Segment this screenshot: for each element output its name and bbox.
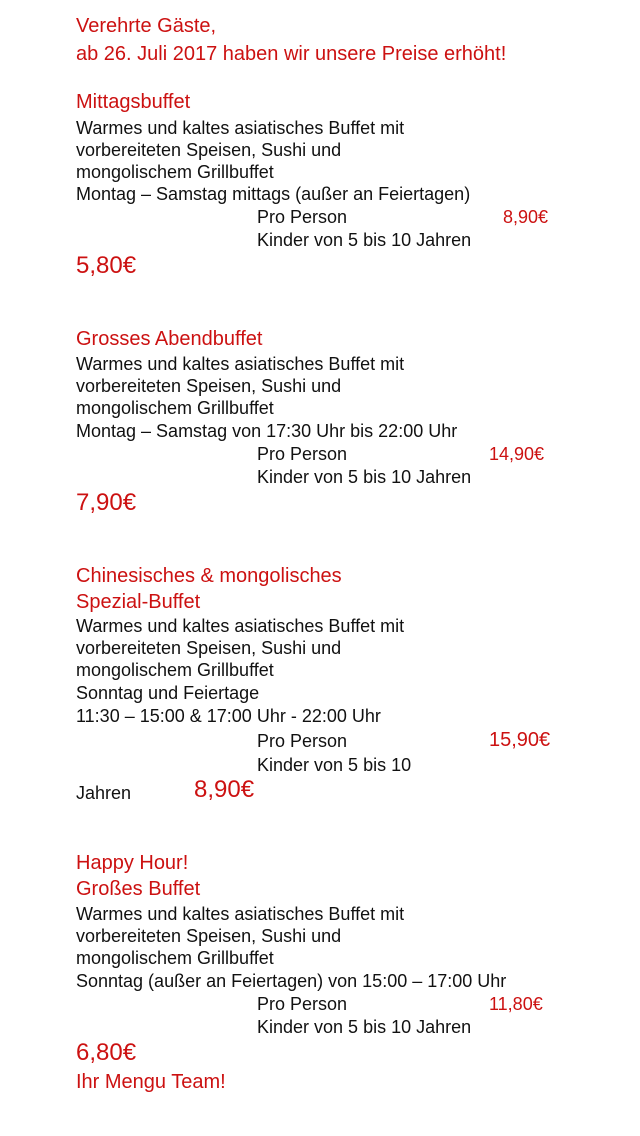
kids-price: 5,80€ — [76, 252, 137, 279]
per-person-price: 14,90€ — [489, 444, 545, 464]
section-description: Warmes und kaltes asiatisches Buffet mit — [76, 616, 405, 636]
section-description: vorbereiteten Speisen, Sushi und — [76, 140, 342, 160]
section-description: mongolischem Grillbuffet — [76, 398, 274, 418]
section-description: vorbereiteten Speisen, Sushi und — [76, 638, 342, 658]
kids-label-continued: Jahren — [76, 783, 132, 803]
section-title-happy-hour: Happy Hour! — [76, 852, 189, 874]
per-person-label: Pro Person — [257, 444, 348, 464]
section-description: mongolischem Grillbuffet — [76, 660, 274, 680]
kids-price: 7,90€ — [76, 489, 137, 516]
kids-price: 6,80€ — [76, 1039, 137, 1066]
per-person-price: 11,80€ — [489, 994, 543, 1014]
section-description: Warmes und kaltes asiatisches Buffet mit — [76, 904, 405, 924]
kids-label: Kinder von 5 bis 10 Jahren — [257, 230, 472, 250]
section-description: mongolischem Grillbuffet — [76, 162, 274, 182]
kids-label: Kinder von 5 bis 10 — [257, 755, 412, 775]
opening-days: Sonntag und Feiertage — [76, 683, 260, 703]
per-person-label: Pro Person — [257, 207, 348, 227]
section-description: vorbereiteten Speisen, Sushi und — [76, 376, 342, 396]
section-title-grosses-buffet: Großes Buffet — [76, 878, 201, 900]
per-person-price: 15,90€ — [489, 729, 551, 751]
per-person-label: Pro Person — [257, 994, 348, 1014]
section-title-abendbuffet: Grosses Abendbuffet — [76, 328, 263, 350]
section-description: vorbereiteten Speisen, Sushi und — [76, 926, 342, 946]
kids-label: Kinder von 5 bis 10 Jahren — [257, 1017, 472, 1037]
greeting: Verehrte Gäste, — [76, 15, 217, 37]
kids-price: 8,90€ — [194, 776, 255, 803]
section-description: mongolischem Grillbuffet — [76, 948, 274, 968]
opening-times: 11:30 – 15:00 & 17:00 Uhr - 22:00 Uhr — [76, 706, 381, 726]
opening-times: Montag – Samstag von 17:30 Uhr bis 22:00 Uhr — [76, 421, 458, 441]
opening-times: Sonntag (außer an Feiertagen) von 15:00 – 17:00 Uhr — [76, 971, 507, 991]
per-person-price: 8,90€ — [503, 207, 549, 227]
per-person-label: Pro Person — [257, 731, 348, 751]
section-title-spezial-buffet: Chinesisches & mongolisches — [76, 565, 342, 587]
opening-times: Montag – Samstag mittags (außer an Feiertagen) — [76, 184, 471, 204]
price-increase-notice: ab 26. Juli 2017 haben wir unsere Preise erhöht! — [76, 43, 507, 65]
section-description: Warmes und kaltes asiatisches Buffet mit — [76, 118, 405, 138]
section-title-mittagsbuffet: Mittagsbuffet — [76, 91, 191, 113]
kids-label: Kinder von 5 bis 10 Jahren — [257, 467, 472, 487]
section-description: Warmes und kaltes asiatisches Buffet mit — [76, 354, 405, 374]
signature: Ihr Mengu Team! — [76, 1071, 226, 1093]
section-title-spezial-buffet-line2: Spezial-Buffet — [76, 591, 201, 613]
